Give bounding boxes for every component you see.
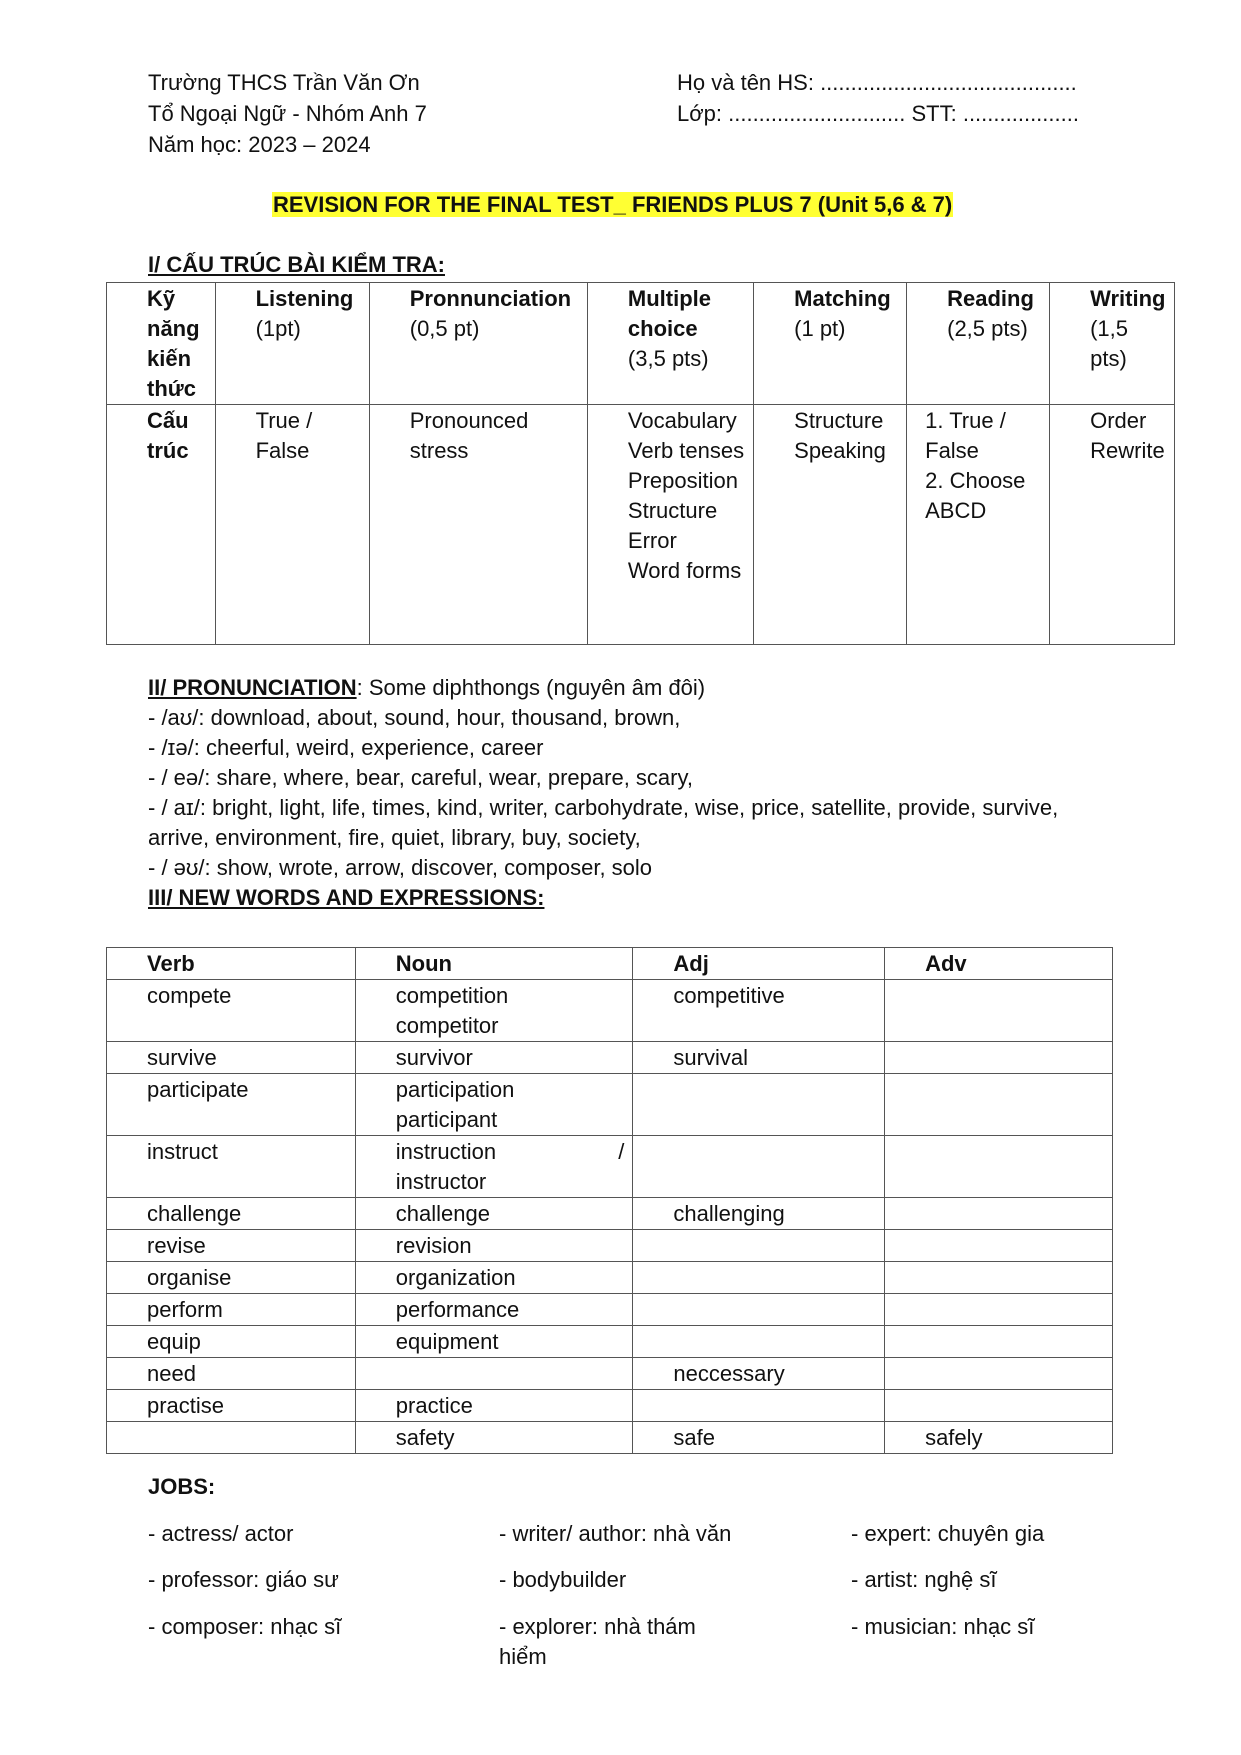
jobs-row [148, 1612, 1108, 1672]
job-item: - actress/ actor [148, 1521, 294, 1546]
table-cell: perform [107, 1294, 356, 1326]
table-cell [885, 1262, 1113, 1294]
job-item: - bodybuilder [499, 1567, 627, 1592]
table-cell [885, 1074, 1113, 1136]
table-row [107, 1358, 1113, 1390]
table-cell [885, 1326, 1113, 1358]
table-cell: Pronounced stress [369, 405, 587, 645]
job-item: - composer: nhạc sĩ [148, 1614, 342, 1639]
job-item: - artist: nghệ sĩ [851, 1567, 997, 1592]
table-cell [633, 1294, 885, 1326]
table-cell: neccessary [633, 1358, 885, 1390]
table-row [107, 1042, 1113, 1074]
job-item: - professor: giáo sư [148, 1567, 339, 1592]
section3-heading: III/ NEW WORDS AND EXPRESSIONS: [148, 885, 545, 910]
table-row [107, 1326, 1113, 1358]
pron-line: - /ɪə/: cheerful, weird, experience, career [148, 735, 544, 760]
table-row [107, 405, 1175, 645]
table-cell: performance [355, 1294, 633, 1326]
table-cell: challenge [355, 1198, 633, 1230]
table-cell: Order Rewrite [1050, 405, 1175, 645]
column-header: Adj [633, 948, 885, 980]
table-cell [633, 1390, 885, 1422]
job-item: - expert: chuyên gia [851, 1521, 1045, 1546]
table-cell: True / False [215, 405, 369, 645]
page-title: REVISION FOR THE FINAL TEST_ FRIENDS PLUS 7 (Unit 5,6 & 7) [273, 192, 953, 217]
table-row [107, 1136, 1113, 1198]
class-field: Lớp: ............................. STT: ................... [677, 101, 1079, 126]
column-header: Noun [355, 948, 633, 980]
column-header: Adv [885, 948, 1113, 980]
table-row [107, 1074, 1113, 1136]
job-item: - explorer: nhà thám hiểm [499, 1614, 696, 1669]
table-cell: survival [633, 1042, 885, 1074]
section1-heading: I/ CẤU TRÚC BÀI KIỂM TRA: [148, 252, 445, 277]
team-name: Tổ Ngoại Ngữ - Nhóm Anh 7 [148, 101, 427, 126]
table-cell: participation participant [355, 1074, 633, 1136]
table-row [107, 283, 1175, 405]
table-cell: Kỹ năng kiến thức [107, 283, 216, 405]
table-cell: 1. True / False 2. Choose ABCD [907, 405, 1050, 645]
test-structure-table [106, 282, 1175, 645]
table-cell: practise [107, 1390, 356, 1422]
table-cell: practice [355, 1390, 633, 1422]
table-cell: organization [355, 1262, 633, 1294]
table-cell: Pronnunciation (0,5 pt) [369, 283, 587, 405]
pron-line: - / aɪ/: bright, light, life, times, kind, writer, carbohydrate, wise, price, satellite, provide, survive, [148, 795, 1059, 820]
jobs-heading: JOBS: [148, 1474, 216, 1499]
table-row [107, 1262, 1113, 1294]
table-cell: Structure Speaking [754, 405, 907, 645]
table-cell: instruct [107, 1136, 356, 1198]
school-name: Trường THCS Trần Văn Ơn [148, 70, 420, 95]
school-year: Năm học: 2023 – 2024 [148, 132, 371, 157]
table-cell: Listening (1pt) [215, 283, 369, 405]
table-cell: competition competitor [355, 980, 633, 1042]
table-row [107, 1390, 1113, 1422]
table-cell [885, 1294, 1113, 1326]
table-row [107, 980, 1113, 1042]
table-cell: Matching (1 pt) [754, 283, 907, 405]
table-cell [885, 1198, 1113, 1230]
table-cell [633, 1262, 885, 1294]
pron-line: - / əʊ/: show, wrote, arrow, discover, composer, solo [148, 855, 653, 880]
pron-line: arrive, environment, fire, quiet, library, buy, society, [148, 825, 641, 850]
table-row [107, 1198, 1113, 1230]
column-header: Verb [107, 948, 356, 980]
table-cell [355, 1358, 633, 1390]
table-cell [633, 1326, 885, 1358]
table-cell [885, 1230, 1113, 1262]
table-cell: safety [355, 1422, 633, 1454]
table-cell: safely [885, 1422, 1113, 1454]
table-cell: Vocabulary Verb tenses Preposition Structure Error Word forms [587, 405, 753, 645]
table-cell [885, 1042, 1113, 1074]
table-cell: equipment [355, 1326, 633, 1358]
table-cell: Cấu trúc [107, 405, 216, 645]
table-row [107, 1422, 1113, 1454]
table-cell: need [107, 1358, 356, 1390]
table-cell: Multiple choice (3,5 pts) [587, 283, 753, 405]
table-header-row [107, 948, 1113, 980]
table-cell: survivor [355, 1042, 633, 1074]
table-cell [633, 1074, 885, 1136]
table-cell: participate [107, 1074, 356, 1136]
table-cell [633, 1136, 885, 1198]
word-forms-table [106, 947, 1113, 1454]
table-cell: safe [633, 1422, 885, 1454]
table-cell: revise [107, 1230, 356, 1262]
table-cell: challenge [107, 1198, 356, 1230]
table-cell [107, 1422, 356, 1454]
table-cell [885, 1358, 1113, 1390]
student-name-field: Họ và tên HS: .......................................... [677, 70, 1077, 95]
job-item: - writer/ author: nhà văn [499, 1521, 732, 1546]
table-cell: Reading (2,5 pts) [907, 283, 1050, 405]
section2-heading: II/ PRONUNCIATION: Some diphthongs (nguyên âm đôi) [148, 675, 706, 700]
table-cell: challenging [633, 1198, 885, 1230]
table-cell: compete [107, 980, 356, 1042]
table-cell: revision [355, 1230, 633, 1262]
table-cell: instruction / instructor [355, 1136, 633, 1198]
table-row [107, 1230, 1113, 1262]
pron-line: - / eə/: share, where, bear, careful, wear, prepare, scary, [148, 765, 693, 790]
table-cell: equip [107, 1326, 356, 1358]
table-cell: competitive [633, 980, 885, 1042]
table-cell: Writing (1,5 pts) [1050, 283, 1175, 405]
table-cell [633, 1230, 885, 1262]
table-row [107, 1294, 1113, 1326]
table-cell: organise [107, 1262, 356, 1294]
table-cell [885, 1136, 1113, 1198]
pron-line: - /aʊ/: download, about, sound, hour, thousand, brown, [148, 705, 681, 730]
table-cell: survive [107, 1042, 356, 1074]
table-cell [885, 1390, 1113, 1422]
job-item: - musician: nhạc sĩ [851, 1614, 1035, 1639]
table-cell [885, 980, 1113, 1042]
